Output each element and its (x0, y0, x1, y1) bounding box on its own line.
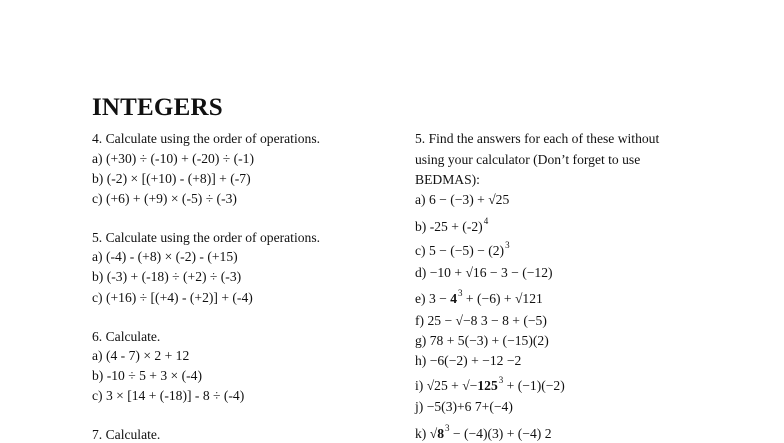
r-item-i-base: 125 (477, 378, 498, 393)
q6-b: b) -10 ÷ 5 + 3 × (-4) (92, 368, 202, 383)
r-item-f: f) 25 − √−8 3 − 8 + (−5) (415, 313, 547, 328)
r-item-c-main: c) 5 − (−5) − (2) (415, 243, 505, 258)
r-item-e-pre: e) 3 − (415, 291, 451, 306)
r-item-g: g) 78 + 5(−3) + (−15)(2) (415, 333, 549, 348)
q6-c: c) 3 × [14 + (-18)] - 8 ÷ (-4) (92, 388, 245, 403)
r-item-b-main: b) -25 + (-2) (415, 219, 483, 234)
r-item-k-pre: k) √ (415, 426, 438, 441)
q5-heading: 5. Calculate using the order of operations. (92, 230, 321, 245)
q5-a: a) (-4) - (+8) × (-2) - (+15) (92, 249, 238, 264)
page-title: INTEGERS (92, 94, 223, 121)
r-item-e (415, 288, 543, 308)
r-heading-line3: BEDMAS): (415, 172, 480, 187)
r-item-c-exponent: 3 (505, 240, 510, 250)
r-item-i-pre: i) √25 + √− (415, 378, 478, 393)
q6-heading: 6. Calculate. (92, 329, 161, 344)
r-item-a: a) 6 − (−3) + √25 (415, 192, 510, 207)
r-item-i-post: + (−1)(−2) (503, 378, 565, 393)
r-item-b-exponent: 4 (483, 216, 489, 226)
r-item-e-base: 4 (450, 291, 458, 306)
r-item-b (415, 216, 489, 236)
r-item-k-post: − (−4)(3) + (−4) 2 (449, 426, 552, 441)
r-item-d: d) −10 + √16 − 3 − (−12) (415, 265, 553, 280)
r-heading-line2: using your calculator (Don’t forget to use (415, 152, 641, 167)
r-item-j: j) −5(3)+6 7+(−4) (415, 399, 513, 414)
q6-a: a) (4 - 7) × 2 + 12 (92, 348, 190, 363)
r-item-k (415, 423, 552, 443)
q7-heading: 7. Calculate. (92, 427, 161, 442)
q4-a: a) (+30) ÷ (-10) + (-20) ÷ (-1) (92, 151, 254, 166)
r-item-i (415, 375, 565, 395)
r-item-k-base: 8 (437, 426, 444, 441)
r-item-i-exponent: 3 (498, 375, 504, 385)
q4-heading: 4. Calculate using the order of operations. (92, 131, 321, 146)
r-heading-line1: 5. Find the answers for each of these without (415, 131, 660, 146)
r-item-c (415, 240, 510, 260)
q5-c: c) (+16) ÷ [(+4) - (+2)] + (-4) (92, 290, 253, 305)
q4-b: b) (-2) × [(+10) - (+8)] + (-7) (92, 171, 251, 186)
q4-c: c) (+6) + (+9) × (-5) ÷ (-3) (92, 191, 237, 206)
r-item-k-exponent: 3 (444, 423, 450, 433)
r-item-e-exponent: 3 (458, 288, 463, 298)
r-item-e-post: + (−6) + √121 (462, 291, 543, 306)
r-item-h: h) −6(−2) + −12 −2 (415, 353, 522, 368)
q5-b: b) (-3) + (-18) ÷ (+2) ÷ (-3) (92, 269, 242, 284)
